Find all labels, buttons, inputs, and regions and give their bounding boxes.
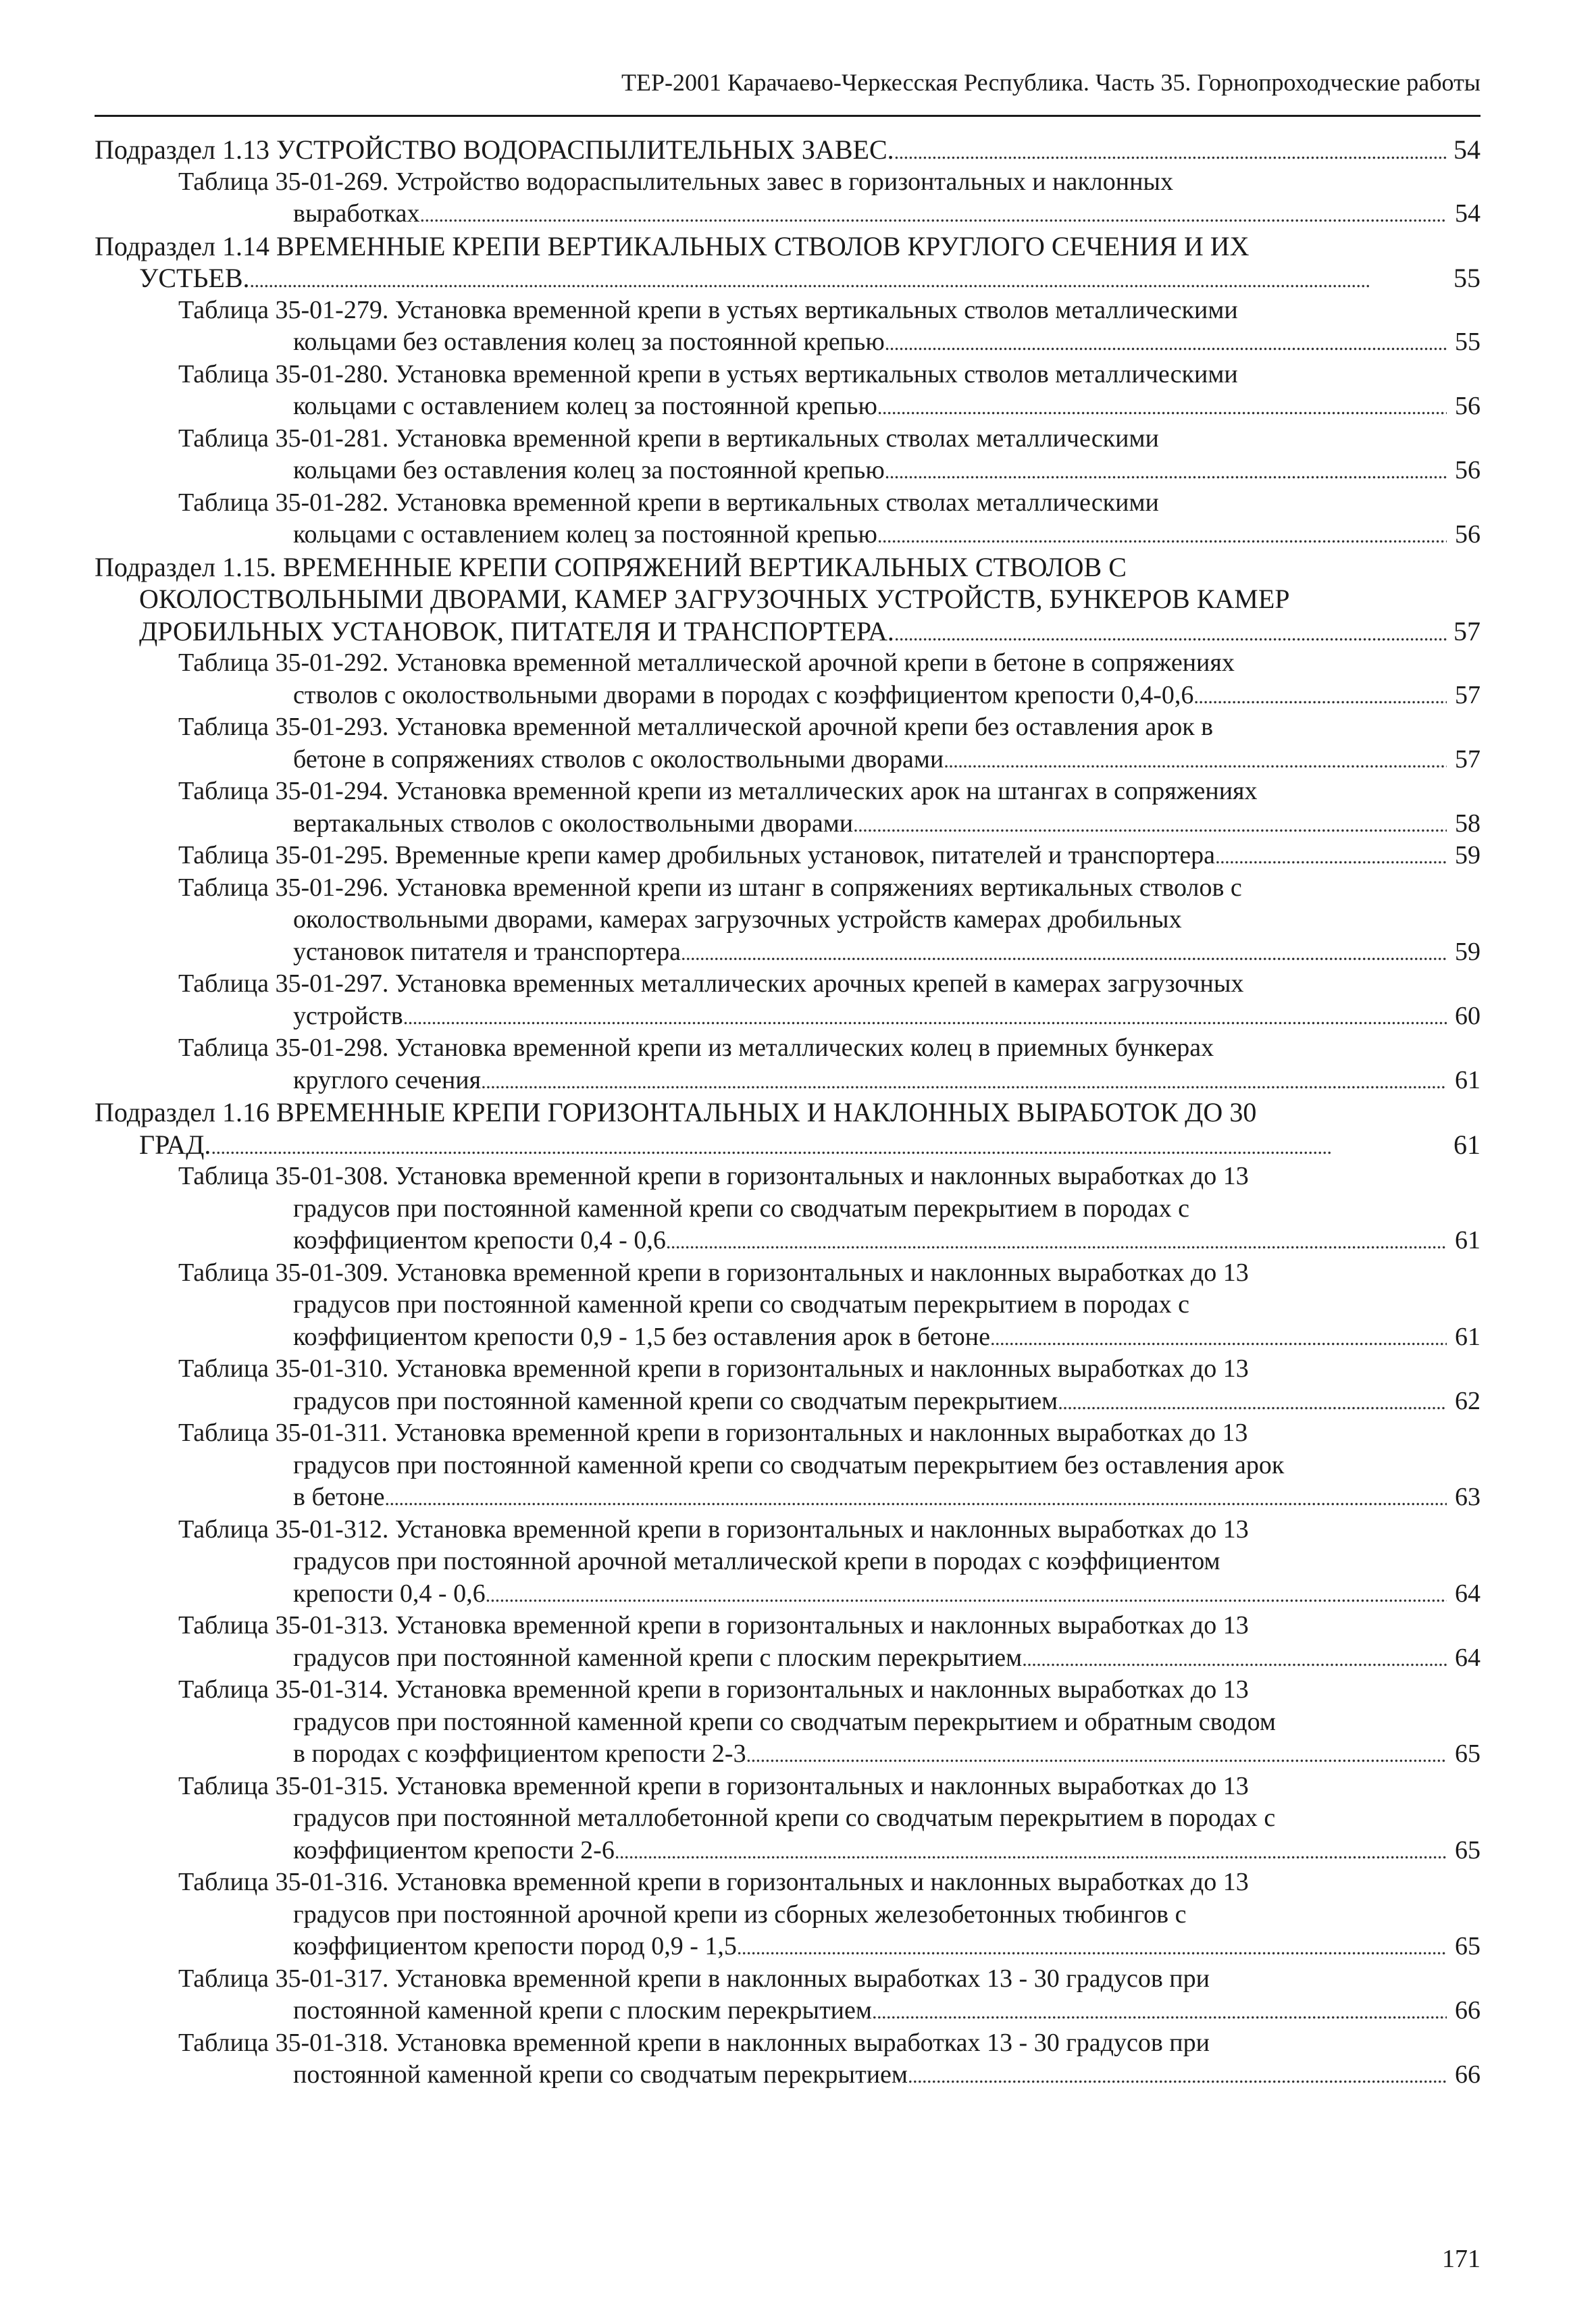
- toc-entry-text: градусов при постоянной каменной крепи со сводчатым перекрытием в породах с: [293, 1194, 1189, 1223]
- toc-table-entry: [95, 1610, 1481, 1674]
- toc-page-number: 57: [1453, 615, 1481, 646]
- toc-entry-text: Подраздел 1.13 УСТРОЙСТВО ВОДОРАСПЫЛИТЕЛЬНЫХ ЗАВЕС.: [95, 134, 894, 165]
- toc-entry-line: [95, 1289, 1481, 1321]
- toc-entry-text: Таблица 35-01-281. Установка временной крепи в вертикальных стволах металлическими: [178, 424, 1159, 453]
- toc-entry-text: выработках: [293, 199, 420, 228]
- toc-table-entry: [95, 647, 1481, 711]
- toc-entry-text: Таблица 35-01-311. Установка временной крепи в горизонтальных и наклонных выработках до 13: [178, 1419, 1248, 1447]
- toc-entry-line: [95, 230, 1481, 263]
- toc-entry-line: [95, 1450, 1481, 1482]
- toc-table-entry: [95, 423, 1481, 487]
- toc-table-entry: [95, 166, 1481, 230]
- toc-entry-line: [95, 1706, 1481, 1739]
- toc-entry-text: Таблица 35-01-310. Установка временной крепи в горизонтальных и наклонных выработках до 13: [178, 1354, 1249, 1383]
- toc-entry-line: [95, 262, 1481, 295]
- toc-entry-line: [95, 295, 1481, 327]
- toc-table-entry: [95, 487, 1481, 551]
- toc-entry-line: [95, 423, 1481, 455]
- toc-table-entry: [95, 1771, 1481, 1867]
- toc-entry-text: Таблица 35-01-315. Установка временной крепи в горизонтальных и наклонных выработках до 13: [178, 1771, 1249, 1800]
- toc-page-number: 65: [1455, 1739, 1481, 1768]
- toc-entry-line: [95, 1386, 1481, 1418]
- toc-entry-line: [95, 1995, 1481, 2027]
- toc-entry-line: [95, 583, 1481, 615]
- dot-leader: [420, 198, 1447, 230]
- toc-entry-line: [95, 1129, 1481, 1161]
- toc-entry-text: Подраздел 1.14 ВРЕМЕННЫЕ КРЕПИ ВЕРТИКАЛЬНЫХ СТВОЛОВ КРУГЛОГО СЕЧЕНИЯ И ИХ: [95, 230, 1250, 261]
- toc-page-number: 54: [1453, 134, 1481, 165]
- toc-page-number: 62: [1455, 1386, 1481, 1415]
- toc-page-number: 65: [1455, 1835, 1481, 1864]
- toc-table-entry: [95, 1674, 1481, 1771]
- dot-leader: [1022, 1642, 1447, 1675]
- toc-page-number: 55: [1453, 263, 1481, 293]
- toc-subsection-entry: [95, 1096, 1481, 1161]
- toc-entry-text: бетоне в сопряжениях стволов с околоствольными дворами: [293, 744, 944, 773]
- toc-entry-text: градусов при постоянной металлобетонной крепи со сводчатым перекрытием в породах с: [293, 1804, 1276, 1832]
- toc-entry-text: Таблица 35-01-318. Установка временной крепи в наклонных выработках 13 - 30 градусов при: [178, 2028, 1210, 2057]
- toc-entry-text: ГРАД.: [139, 1129, 211, 1160]
- toc-entry-text: градусов при постоянной каменной крепи со сводчатым перекрытием и обратным сводом: [293, 1707, 1276, 1736]
- toc-entry-line: [95, 1931, 1481, 1963]
- toc-table-entry: [95, 1417, 1481, 1514]
- toc-entry-line: [95, 2059, 1481, 2091]
- toc-page-number: 61: [1455, 1226, 1481, 1254]
- dot-leader: [250, 262, 1447, 295]
- dot-leader: [990, 1321, 1447, 1354]
- toc-entry-text: коэффициентом крепости пород 0,9 - 1,5: [293, 1932, 737, 1960]
- dot-leader: [1193, 680, 1447, 712]
- toc-page-number: 59: [1455, 937, 1481, 966]
- toc-entry-line: [95, 1000, 1481, 1033]
- toc-page-number: 61: [1453, 1129, 1481, 1160]
- toc-entry-text: кольцами без оставления колец за постоянной крепью: [293, 328, 885, 356]
- header-rule: [95, 115, 1481, 117]
- toc-entry-line: [95, 166, 1481, 199]
- dot-leader: [877, 390, 1447, 423]
- toc-entry-text: градусов при постоянной арочной металлической крепи в породах с коэффициентом: [293, 1547, 1220, 1575]
- toc-entry-text: постоянной каменной крепи с плоским перекрытием: [293, 1996, 872, 2025]
- toc-entry-line: [95, 519, 1481, 551]
- toc-entry-line: [95, 840, 1481, 872]
- toc-entry-text: коэффициентом крепости 2-6: [293, 1835, 615, 1864]
- toc-page-number: 57: [1455, 680, 1481, 709]
- toc-entry-text: градусов при постоянной арочной крепи из сборных железобетонных тюбингов с: [293, 1900, 1187, 1929]
- toc-entry-text: Таблица 35-01-308. Установка временной крепи в горизонтальных и наклонных выработках до 13: [178, 1162, 1249, 1190]
- toc-entry-line: [95, 1738, 1481, 1771]
- toc-entry-line: [95, 1417, 1481, 1450]
- table-of-contents: [95, 134, 1481, 2091]
- toc-entry-line: [95, 904, 1481, 936]
- toc-entry-line: [95, 455, 1481, 487]
- toc-page-number: 60: [1455, 1001, 1481, 1030]
- toc-entry-text: градусов при постоянной каменной крепи с плоским перекрытием: [293, 1643, 1023, 1672]
- toc-entry-text: околоствольными дворами, камерах загрузочных устройств камерах дробильных: [293, 905, 1182, 934]
- toc-page-number: 58: [1455, 809, 1481, 838]
- toc-entry-text: стволов с околоствольными дворами в породах с коэффициентом крепости 0,4-0,6: [293, 680, 1194, 709]
- toc-table-entry: [95, 1514, 1481, 1610]
- toc-table-entry: [95, 295, 1481, 359]
- toc-table-entry: [95, 1353, 1481, 1417]
- toc-entry-text: коэффициентом крепости 0,4 - 0,6: [293, 1226, 666, 1254]
- toc-entry-text: Таблица 35-01-316. Установка временной крепи в горизонтальных и наклонных выработках до 13: [178, 1868, 1249, 1896]
- toc-entry-text: круглого сечения: [293, 1065, 482, 1094]
- toc-page-number: 61: [1455, 1065, 1481, 1094]
- dot-leader: [486, 1578, 1447, 1610]
- toc-entry-text: Таблица 35-01-297. Установка временных металлических арочных крепей в камерах загрузочных: [178, 969, 1244, 998]
- toc-page-number: 66: [1455, 1996, 1481, 2025]
- toc-entry-text: в бетоне: [293, 1483, 385, 1511]
- toc-entry-line: [95, 680, 1481, 712]
- toc-entry-text: постоянной каменной крепи со сводчатым перекрытием: [293, 2060, 908, 2089]
- toc-entry-line: [95, 744, 1481, 776]
- toc-entry-line: [95, 1321, 1481, 1354]
- toc-entry-line: [95, 1899, 1481, 1931]
- dot-leader: [666, 1225, 1447, 1257]
- toc-entry-text: кольцами с оставлением колец за постоянной крепью: [293, 520, 877, 549]
- toc-entry-text: градусов при постоянной каменной крепи со сводчатым перекрытием: [293, 1386, 1058, 1415]
- toc-entry-line: [95, 2027, 1481, 2060]
- dot-leader: [481, 1065, 1447, 1097]
- toc-entry-line: [95, 776, 1481, 808]
- toc-entry-line: [95, 1353, 1481, 1386]
- toc-entry-text: Таблица 35-01-269. Устройство водораспылительных завес в горизонтальных и наклонных: [178, 167, 1173, 196]
- toc-entry-text: коэффициентом крепости 0,9 - 1,5 без оставления арок в бетоне: [293, 1322, 990, 1351]
- toc-entry-text: Таблица 35-01-312. Установка временной крепи в горизонтальных и наклонных выработках до 13: [178, 1515, 1249, 1544]
- toc-table-entry: [95, 776, 1481, 840]
- toc-entry-line: [95, 1963, 1481, 1996]
- toc-table-entry: [95, 1866, 1481, 1963]
- toc-entry-line: [95, 1225, 1481, 1257]
- toc-entry-line: [95, 936, 1481, 969]
- toc-subsection-entry: [95, 551, 1481, 648]
- toc-entry-text: Таблица 35-01-298. Установка временной крепи из металлических колец в приемных бункерах: [178, 1034, 1214, 1062]
- toc-entry-line: [95, 1546, 1481, 1578]
- toc-page-number: 65: [1455, 1932, 1481, 1960]
- toc-entry-text: ОКОЛОСТВОЛЬНЫМИ ДВОРАМИ, КАМЕР ЗАГРУЗОЧНЫХ УСТРОЙСТВ, БУНКЕРОВ КАМЕР: [139, 584, 1290, 614]
- toc-entry-text: Таблица 35-01-295. Временные крепи камер дробильных установок, питателей и транспортера: [178, 841, 1216, 869]
- dot-leader: [872, 1995, 1447, 2027]
- toc-entry-line: [95, 551, 1481, 584]
- toc-page-number: 64: [1455, 1643, 1481, 1672]
- dot-leader: [885, 326, 1447, 359]
- dot-leader: [1215, 840, 1447, 872]
- toc-entry-line: [95, 872, 1481, 905]
- toc-subsection-entry: [95, 134, 1481, 166]
- toc-page-number: 55: [1455, 328, 1481, 356]
- toc-entry-line: [95, 1802, 1481, 1835]
- toc-entry-text: Таблица 35-01-294. Установка временной крепи из металлических арок на штангах в сопряжениях: [178, 777, 1258, 805]
- toc-entry-text: вертакальных стволов с околоствольными дворами: [293, 809, 854, 838]
- toc-page-number: 57: [1455, 744, 1481, 773]
- toc-entry-line: [95, 390, 1481, 423]
- dot-leader: [211, 1129, 1447, 1161]
- toc-page-number: 54: [1455, 199, 1481, 228]
- toc-entry-text: Таблица 35-01-292. Установка временной металлической арочной крепи в бетоне в сопряжениях: [178, 649, 1235, 677]
- toc-entry-line: [95, 1642, 1481, 1675]
- toc-table-entry: [95, 968, 1481, 1032]
- toc-page-number: 59: [1455, 841, 1481, 869]
- toc-entry-line: [95, 1193, 1481, 1225]
- dot-leader: [403, 1000, 1447, 1033]
- toc-page-number: 63: [1455, 1483, 1481, 1511]
- dot-leader: [1058, 1386, 1447, 1418]
- toc-entry-line: [95, 1481, 1481, 1514]
- toc-entry-line: [95, 615, 1481, 648]
- toc-entry-text: Таблица 35-01-280. Установка временной крепи в устьях вертикальных стволов металлическими: [178, 359, 1238, 388]
- toc-entry-text: Таблица 35-01-314. Установка временной крепи в горизонтальных и наклонных выработках до 13: [178, 1675, 1249, 1704]
- toc-page-number: 66: [1455, 2060, 1481, 2089]
- toc-entry-line: [95, 1514, 1481, 1546]
- toc-entry-line: [95, 1674, 1481, 1706]
- toc-entry-line: [95, 1610, 1481, 1642]
- dot-leader: [885, 455, 1447, 487]
- toc-entry-text: Таблица 35-01-279. Установка временной крепи в устьях вертикальных стволов металлическими: [178, 295, 1238, 324]
- toc-entry-line: [95, 359, 1481, 391]
- dot-leader: [746, 1738, 1447, 1771]
- toc-entry-text: кольцами без оставления колец за постоянной крепью: [293, 456, 885, 484]
- toc-page-number: 64: [1455, 1579, 1481, 1608]
- toc-entry-text: Таблица 35-01-309. Установка временной крепи в горизонтальных и наклонных выработках до 13: [178, 1258, 1249, 1287]
- toc-entry-text: УСТЬЕВ.: [139, 263, 250, 293]
- toc-entry-text: Подраздел 1.15. ВРЕМЕННЫЕ КРЕПИ СОПРЯЖЕНИЙ ВЕРТИКАЛЬНЫХ СТВОЛОВ С: [95, 551, 1127, 582]
- toc-entry-text: кольцами с оставлением колец за постоянной крепью: [293, 392, 877, 420]
- toc-table-entry: [95, 2027, 1481, 2091]
- toc-entry-line: [95, 1866, 1481, 1899]
- toc-entry-line: [95, 1771, 1481, 1803]
- toc-entry-line: [95, 326, 1481, 359]
- toc-table-entry: [95, 1161, 1481, 1257]
- toc-entry-line: [95, 968, 1481, 1000]
- dot-leader: [944, 744, 1447, 776]
- toc-entry-line: [95, 134, 1481, 166]
- toc-page-number: 61: [1455, 1322, 1481, 1351]
- toc-entry-text: установок питателя и транспортера: [293, 937, 681, 966]
- toc-entry-line: [95, 1257, 1481, 1290]
- toc-table-entry: [95, 872, 1481, 969]
- toc-entry-line: [95, 1161, 1481, 1193]
- toc-entry-text: градусов при постоянной каменной крепи со сводчатым перекрытием в породах с: [293, 1290, 1189, 1319]
- toc-subsection-entry: [95, 230, 1481, 295]
- toc-entry-text: Таблица 35-01-296. Установка временной крепи из штанг в сопряжениях вертикальных стволов с: [178, 873, 1242, 902]
- toc-table-entry: [95, 1032, 1481, 1096]
- dot-leader: [894, 134, 1447, 166]
- toc-entry-line: [95, 1096, 1481, 1129]
- toc-table-entry: [95, 1963, 1481, 2027]
- toc-table-entry: [95, 711, 1481, 776]
- toc-entry-text: Таблица 35-01-293. Установка временной металлической арочной крепи без оставления арок в: [178, 713, 1214, 741]
- running-header: ТЕР-2001 Карачаево-Черкесская Республика. Часть 35. Горнопроходческие работы: [621, 69, 1481, 96]
- toc-page-number: 56: [1455, 392, 1481, 420]
- toc-entry-text: устройств: [293, 1001, 403, 1030]
- page-number: 171: [1442, 2245, 1481, 2273]
- dot-leader: [853, 808, 1447, 840]
- toc-entry-line: [95, 1032, 1481, 1065]
- dot-leader: [737, 1931, 1447, 1963]
- toc-table-entry: [95, 1257, 1481, 1354]
- toc-entry-text: в породах с коэффициентом крепости 2-3: [293, 1739, 746, 1768]
- toc-page-number: 56: [1455, 456, 1481, 484]
- toc-entry-line: [95, 808, 1481, 840]
- dot-leader: [384, 1481, 1447, 1514]
- toc-entry-text: Подраздел 1.16 ВРЕМЕННЫЕ КРЕПИ ГОРИЗОНТАЛЬНЫХ И НАКЛОННЫХ ВЫРАБОТОК ДО 30: [95, 1097, 1257, 1127]
- toc-entry-text: Таблица 35-01-313. Установка временной крепи в горизонтальных и наклонных выработках до 13: [178, 1611, 1249, 1640]
- toc-entry-line: [95, 1065, 1481, 1097]
- toc-entry-text: крепости 0,4 - 0,6: [293, 1579, 486, 1608]
- dot-leader: [877, 519, 1447, 551]
- toc-entry-text: градусов при постоянной каменной крепи со сводчатым перекрытием без оставления арок: [293, 1450, 1285, 1479]
- toc-table-entry: [95, 840, 1481, 872]
- toc-entry-line: [95, 711, 1481, 744]
- toc-page-number: 56: [1455, 520, 1481, 549]
- toc-entry-text: ДРОБИЛЬНЫХ УСТАНОВОК, ПИТАТЕЛЯ И ТРАНСПОРТЕРА.: [139, 615, 894, 646]
- dot-leader: [615, 1835, 1447, 1867]
- toc-entry-line: [95, 647, 1481, 680]
- toc-entry-line: [95, 1835, 1481, 1867]
- toc-entry-text: Таблица 35-01-282. Установка временной крепи в вертикальных стволах металлическими: [178, 488, 1159, 517]
- toc-entry-text: Таблица 35-01-317. Установка временной крепи в наклонных выработках 13 - 30 градусов при: [178, 1964, 1210, 1993]
- dot-leader: [908, 2059, 1447, 2091]
- toc-entry-line: [95, 1578, 1481, 1610]
- toc-entry-line: [95, 198, 1481, 230]
- dot-leader: [894, 615, 1447, 648]
- toc-table-entry: [95, 359, 1481, 423]
- toc-entry-line: [95, 487, 1481, 519]
- dot-leader: [681, 936, 1447, 969]
